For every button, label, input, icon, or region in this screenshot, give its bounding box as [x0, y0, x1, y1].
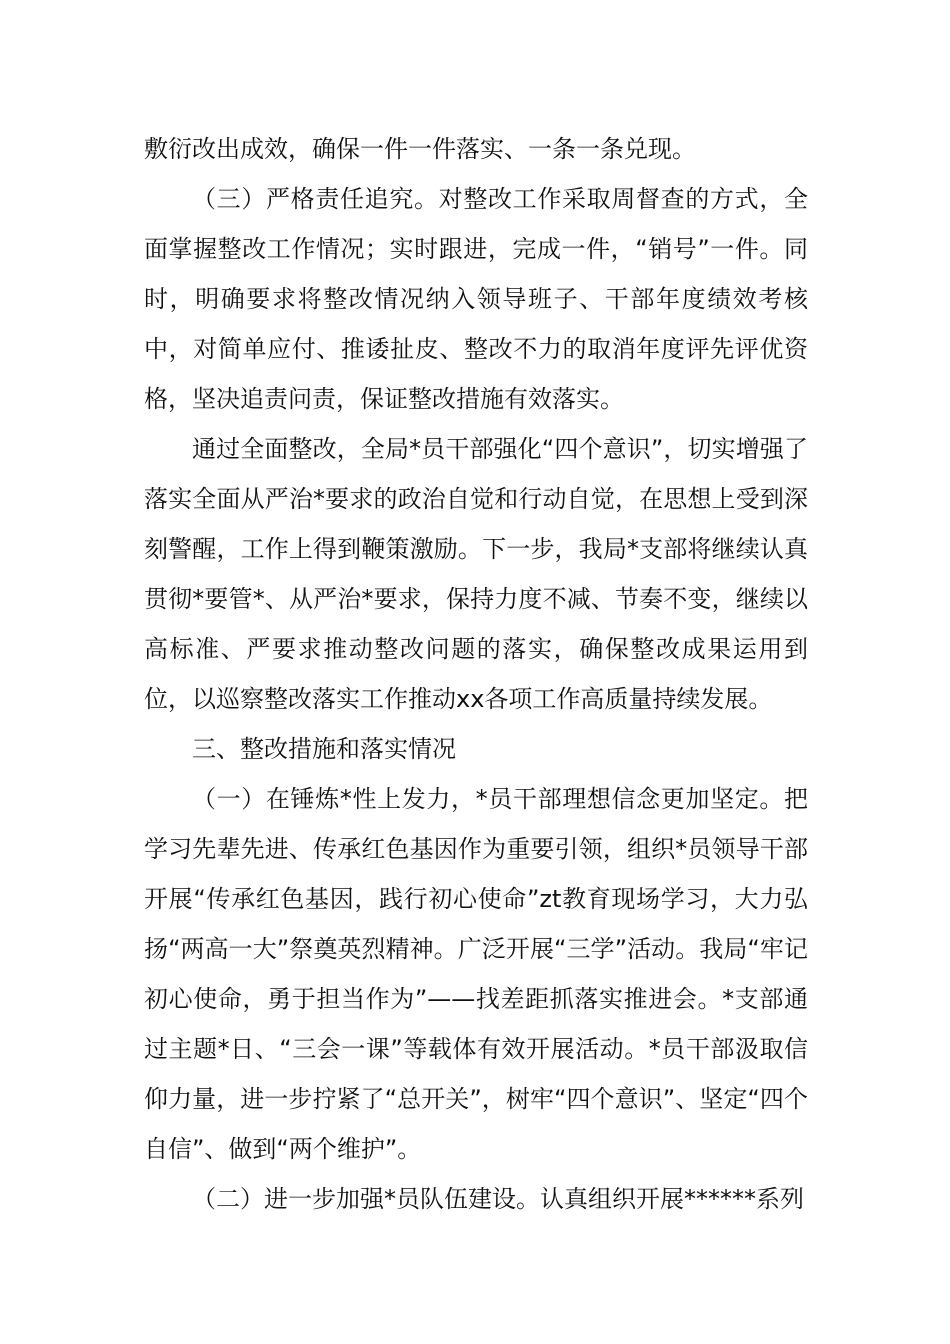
paragraph-continuation: 敷衍改出成效，确保一件一件落实、一条一条兑现。: [144, 135, 696, 163]
paragraph-measure-one: （一）在锤炼*性上发力，*员干部理想信念更加坚定。把学习先辈先进、传承红色基因作为重要引领，组织*员领导干部开展“传承红色基因，践行初心使命”zt教育现场学习，大力弘扬“两高一大”祭奠英烈精神。广泛开展“三学”活动。我局“牢记初心使命，勇于担当作为”——找差距抓落实推进会。*支部通过主题*日、“三会一课”等载体有效开展活动。*员干部汲取信仰力量，进一步拧紧了“总开关”，树牢“四个意识”、坚定“四个自信”、做到“两个维护”。: [144, 785, 808, 1163]
document-body: [144, 124, 808, 1224]
paragraph-accountability: （三）严格责任追究。对整改工作采取周督查的方式，全面掌握整改工作情况；实时跟进，完成一件，“销号”一件。同时，明确要求将整改情况纳入领导班子、干部年度绩效考核中，对简单应付、推诿扯皮、整改不力的取消年度评先评优资格，坚决追责问责，保证整改措施有效落实。: [144, 185, 808, 413]
paragraph-measure-two: （二）进一步加强*员队伍建设。认真组织开展******系列: [192, 1185, 804, 1213]
paragraph-summary: 通过全面整改，全局*员干部强化“四个意识”，切实增强了落实全面从严治*要求的政治自觉和行动自觉，在思想上受到深刻警醒，工作上得到鞭策激励。下一步，我局*支部将继续认真贯彻*要管*、从严治*要求，保持力度不减、节奏不变，继续以高标准、严要求推动整改问题的落实，确保整改成果运用到位，以巡察整改落实工作推动xx各项工作高质量持续发展。: [144, 435, 808, 713]
section-heading: 三、整改措施和落实情况: [192, 735, 456, 763]
